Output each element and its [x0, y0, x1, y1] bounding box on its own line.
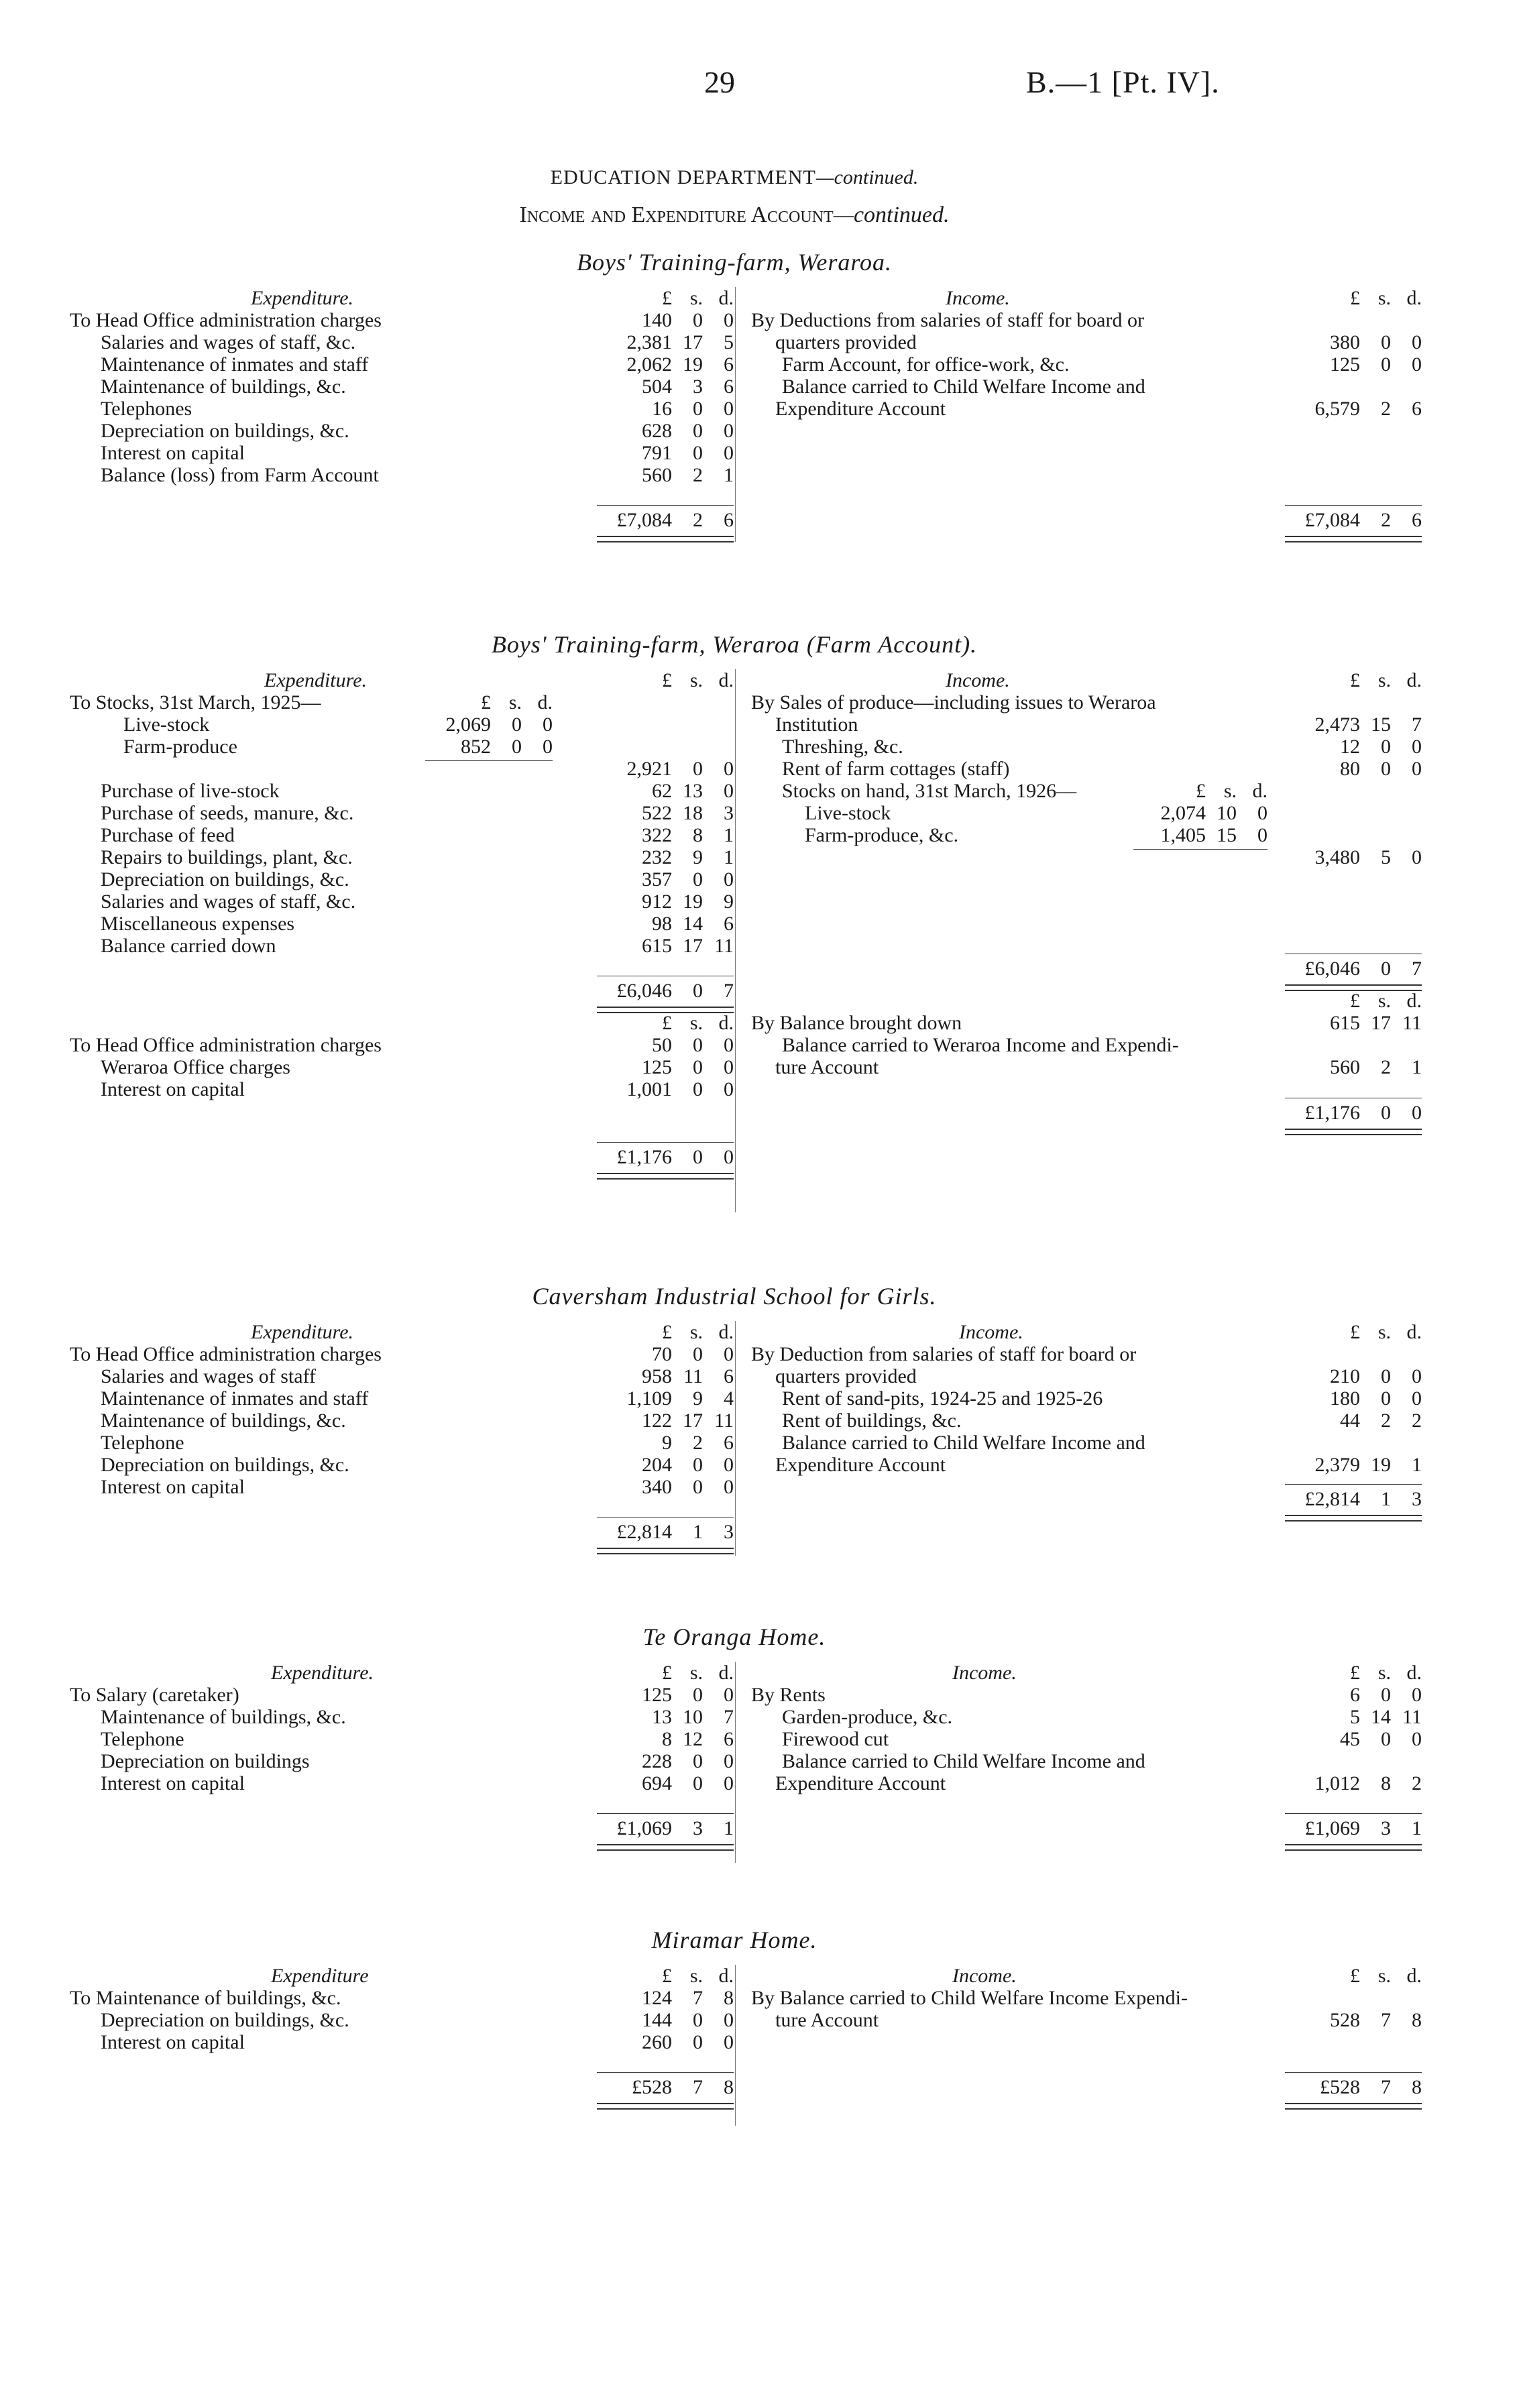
- amount: 1,001 0 0: [626, 1078, 734, 1100]
- currency-units: £ s. d.: [662, 1321, 734, 1343]
- ledger-row: [70, 1365, 734, 1387]
- amount: 694 0 0: [642, 1772, 734, 1794]
- ledger-row: [751, 331, 1422, 353]
- amount: 62 13 0: [652, 780, 734, 802]
- column-title: Income.: [946, 287, 1010, 309]
- ledger-row: [751, 1728, 1422, 1750]
- ledger-row: [70, 1432, 734, 1454]
- row-label: By Rents: [751, 1684, 826, 1706]
- amount: 1,012 8 2: [1314, 1772, 1422, 1794]
- total-row: [751, 1098, 1422, 1127]
- row-label: Maintenance of buildings, &c.: [101, 376, 346, 398]
- row-label: Balance carried down: [101, 935, 276, 957]
- ledger-row: [751, 2009, 1422, 2031]
- column-title: Income.: [952, 1965, 1017, 1987]
- amount: [1285, 1987, 1422, 2009]
- amount: [1285, 1343, 1422, 1365]
- column-title: Expenditure: [271, 1965, 369, 1987]
- currency-units-row: £ s. d.: [662, 1012, 734, 1034]
- ledger-row: [70, 780, 734, 802]
- ledger-row: [751, 1034, 1422, 1056]
- amount: 228 0 0: [642, 1750, 734, 1772]
- row-label: Balance carried to Weraroa Income and Expendi-: [782, 1034, 1179, 1056]
- ledger-row: [751, 376, 1422, 398]
- row-label: To Head Office administration charges: [70, 309, 382, 331]
- amount: 528 7 8: [1330, 2009, 1422, 2031]
- row-label: To Head Office administration charges: [70, 1343, 382, 1365]
- ledger-row: [751, 713, 1422, 736]
- row-label: Telephone: [101, 1728, 184, 1750]
- row-label: Expenditure Account: [775, 1772, 946, 1794]
- total-row: [70, 1813, 734, 1843]
- amount: 958 11 6: [642, 1365, 734, 1387]
- sub-amount: 852 0 0: [461, 736, 553, 758]
- department-heading: EDUCATION DEPARTMENT—continued.: [550, 166, 919, 188]
- ledger-row: [751, 691, 1422, 713]
- row-label: Purchase of seeds, manure, &c.: [101, 802, 354, 824]
- document-reference: B.—1 [Pt. IV].: [1026, 65, 1220, 99]
- amount: £1,176 0 0: [616, 1146, 734, 1168]
- total-row: [70, 1142, 734, 1171]
- row-label: Interest on capital: [101, 2031, 245, 2053]
- amount: £1,069 3 1: [1304, 1817, 1422, 1839]
- amount: [1285, 309, 1422, 331]
- amount: 13 10 7: [652, 1706, 734, 1728]
- row-label: Depreciation on buildings, &c.: [101, 1454, 349, 1476]
- ledger-row: [70, 1078, 734, 1100]
- sub-units: £ s. d.: [1196, 780, 1268, 802]
- ledger-row: [70, 891, 734, 913]
- ledger-row: [751, 309, 1422, 331]
- amount: £6,046 0 7: [616, 980, 734, 1002]
- amount: 125 0 0: [642, 1056, 734, 1078]
- amount: 16 0 0: [652, 398, 734, 420]
- amount: [1285, 1034, 1422, 1056]
- ledger-row: [751, 1772, 1422, 1794]
- ledger-row: [70, 1056, 734, 1078]
- total-row: [751, 2072, 1422, 2102]
- total-row: [70, 1517, 734, 1546]
- amount: 615 17 11: [1330, 1012, 1422, 1034]
- row-label: Salaries and wages of staff: [101, 1365, 317, 1387]
- column-title: Expenditure.: [271, 1662, 374, 1684]
- currency-units: £ s. d.: [662, 1662, 734, 1684]
- amount: 204 0 0: [642, 1454, 734, 1476]
- amount: 260 0 0: [642, 2031, 734, 2053]
- row-label: Weraroa Office charges: [101, 1056, 290, 1078]
- currency-units: £ s. d.: [662, 1965, 734, 1987]
- row-label: By Sales of produce—including issues to Weraroa: [751, 691, 1156, 713]
- section-title: Te Oranga Home.: [642, 1623, 826, 1650]
- section-title: Boys' Training-farm, Weraroa (Farm Account).: [491, 631, 978, 658]
- row-label: Balance carried to Child Welfare Income and: [782, 1432, 1145, 1454]
- amount: £528 7 8: [632, 2076, 734, 2098]
- ledger-row: [751, 1343, 1422, 1365]
- row-label: Telephone: [101, 1432, 184, 1454]
- row-label: Interest on capital: [101, 1772, 245, 1794]
- row-label: Farm Account, for office-work, &c.: [782, 353, 1070, 376]
- ledger-row: [70, 846, 734, 868]
- amount: 357 0 0: [642, 868, 734, 891]
- currency-units-row: £ s. d.: [1350, 990, 1422, 1012]
- column-title: Expenditure.: [251, 287, 354, 309]
- column-header: [70, 1965, 734, 1987]
- sub-amount: 2,074 10 0: [1160, 802, 1268, 824]
- currency-units: £ s. d.: [1350, 1965, 1422, 1987]
- row-label: Maintenance of buildings, &c.: [101, 1410, 346, 1432]
- column-title: Income.: [959, 1321, 1023, 1343]
- ledger-row: [751, 1454, 1422, 1476]
- ledger-row: [70, 376, 734, 398]
- amount: 140 0 0: [642, 309, 734, 331]
- row-label: Salaries and wages of staff, &c.: [101, 331, 356, 353]
- ledger-row: [751, 1987, 1422, 2009]
- currency-units: £ s. d.: [1350, 669, 1422, 691]
- amount: 124 7 8: [642, 1987, 734, 2009]
- amount: 2,379 19 1: [1314, 1454, 1422, 1476]
- amount: 1,109 9 4: [626, 1387, 734, 1410]
- column-header: [751, 1321, 1422, 1343]
- column-header: [751, 669, 1422, 691]
- ledger-row: [70, 1034, 734, 1056]
- row-label: Expenditure Account: [775, 1454, 946, 1476]
- ledger-row: Live-stock 2,069 0 0: [123, 713, 553, 736]
- row-label: To Maintenance of buildings, &c.: [70, 1987, 341, 2009]
- ledger-row: [70, 398, 734, 420]
- column-header: [751, 1965, 1422, 1987]
- sub-units: £ s. d.: [481, 691, 553, 713]
- ledger-row: [70, 824, 734, 846]
- ledger-row: Farm-produce, &c. 1,405 15 0: [805, 824, 1268, 846]
- ledger-row: [70, 331, 734, 353]
- amount: £528 7 8: [1320, 2076, 1422, 2098]
- amount: 9 2 6: [662, 1432, 734, 1454]
- ledger-row: [751, 758, 1422, 780]
- amount: 560 2 1: [642, 464, 734, 486]
- section-title: Caversham Industrial School for Girls.: [532, 1283, 937, 1310]
- row-label: Miscellaneous expenses: [101, 913, 295, 935]
- amount: 560 2 1: [1330, 1056, 1422, 1078]
- amount: 232 9 1: [642, 846, 734, 868]
- amount: 2,921 0 0: [626, 758, 734, 780]
- row-label: Depreciation on buildings, &c.: [101, 868, 349, 891]
- amount: [1285, 1750, 1422, 1772]
- ledger-row: [70, 913, 734, 935]
- amount: £6,046 0 7: [1304, 958, 1422, 980]
- amount: 5 14 11: [1350, 1706, 1422, 1728]
- ledger-row: [751, 736, 1422, 758]
- amount: 210 0 0: [1330, 1365, 1422, 1387]
- amount: 8 12 6: [662, 1728, 734, 1750]
- amount: 180 0 0: [1330, 1387, 1422, 1410]
- row-label: By Balance carried to Child Welfare Income Expendi-: [751, 1987, 1188, 2009]
- amount: [1285, 691, 1422, 713]
- column-header: [70, 287, 734, 309]
- amount: 615 17 11: [642, 935, 734, 957]
- ledger-row: [70, 802, 734, 824]
- row-label: By Deduction from salaries of staff for board or: [751, 1343, 1137, 1365]
- column-header: [751, 1662, 1422, 1684]
- row-label: Balance carried to Child Welfare Income and: [782, 1750, 1145, 1772]
- currency-units: £ s. d.: [662, 287, 734, 309]
- row-label: Purchase of live-stock: [101, 780, 280, 802]
- amount: [1285, 376, 1422, 398]
- row-label: Rent of farm cottages (staff): [782, 758, 1010, 780]
- row-label: Depreciation on buildings, &c.: [101, 2009, 349, 2031]
- row-label: ture Account: [775, 2009, 879, 2031]
- amount: 322 8 1: [642, 824, 734, 846]
- total-row: [751, 1813, 1422, 1843]
- ledger-row: [70, 353, 734, 376]
- amount: 122 17 11: [642, 1410, 734, 1432]
- row-label: Threshing, &c.: [782, 736, 903, 758]
- row-label: Firewood cut: [782, 1728, 889, 1750]
- row-label: To Salary (caretaker): [70, 1684, 239, 1706]
- ledger-row: [70, 758, 734, 780]
- ledger-row: [70, 1728, 734, 1750]
- row-label: Telephones: [101, 398, 192, 420]
- row-label: Institution: [775, 713, 858, 736]
- ledger-row: To Stocks, 31st March, 1925— £ s. d.: [70, 691, 553, 713]
- amount: £7,084 2 6: [1304, 509, 1422, 531]
- amount: 340 0 0: [642, 1476, 734, 1498]
- row-label: Purchase of feed: [101, 824, 235, 846]
- total-row: [70, 505, 734, 534]
- sub-amount: 1,405 15 0: [1160, 824, 1268, 846]
- ledger-row: Stocks on hand, 31st March, 1926— £ s. d.: [782, 780, 1268, 802]
- column-title: Income.: [946, 669, 1010, 691]
- ledger-row: Live-stock 2,074 10 0: [805, 802, 1268, 824]
- ledger-row: [70, 442, 734, 464]
- amount: 522 18 3: [642, 802, 734, 824]
- ledger-row: [751, 353, 1422, 376]
- row-label: Balance carried to Child Welfare Income and: [782, 376, 1145, 398]
- ledger-row: [751, 1410, 1422, 1432]
- sub-amount: 2,069 0 0: [445, 713, 553, 736]
- amount: 44 2 2: [1340, 1410, 1422, 1432]
- currency-units: £ s. d.: [1350, 1321, 1422, 1343]
- ledger-row: [751, 1387, 1422, 1410]
- amount: 98 14 6: [652, 913, 734, 935]
- amount: 6 0 0: [1350, 1684, 1422, 1706]
- amount: 70 0 0: [652, 1343, 734, 1365]
- ledger-row: [70, 1476, 734, 1498]
- ledger-row: [751, 846, 1422, 868]
- ledger-row: [70, 1684, 734, 1706]
- amount: 6,579 2 6: [1314, 398, 1422, 420]
- ledger-row: [70, 1772, 734, 1794]
- ledger-row: Farm-produce 852 0 0: [123, 736, 553, 758]
- row-label: Maintenance of inmates and staff: [101, 353, 369, 376]
- amount: £2,814 1 3: [616, 1521, 734, 1543]
- ledger-row: [751, 1750, 1422, 1772]
- column-header: [70, 1662, 734, 1684]
- column-title: Income.: [952, 1662, 1017, 1684]
- row-label: To Head Office administration charges: [70, 1034, 382, 1056]
- column-title: Expenditure.: [251, 1321, 354, 1343]
- row-label: quarters provided: [775, 1365, 917, 1387]
- amount: 12 0 0: [1340, 736, 1422, 758]
- amount: 791 0 0: [642, 442, 734, 464]
- row-label: Rent of sand-pits, 1924-25 and 1925-26: [782, 1387, 1103, 1410]
- amount: 504 3 6: [642, 376, 734, 398]
- row-label: Rent of buildings, &c.: [782, 1410, 962, 1432]
- total-row: [70, 976, 734, 1005]
- ledger-row: [70, 2031, 734, 2053]
- row-label: quarters provided: [775, 331, 917, 353]
- row-label: Interest on capital: [101, 1078, 245, 1100]
- ledger-row: [70, 2009, 734, 2031]
- currency-units: £ s. d.: [662, 669, 734, 691]
- total-row: [751, 1484, 1422, 1513]
- account-heading: Income and Expenditure Account—continued.: [519, 203, 950, 227]
- section-title: Boys' Training-farm, Weraroa.: [576, 249, 893, 276]
- amount: 125 0 0: [1330, 353, 1422, 376]
- row-label: ture Account: [775, 1056, 879, 1078]
- row-label: Expenditure Account: [775, 398, 946, 420]
- row-label: Balance (loss) from Farm Account: [101, 464, 379, 486]
- row-label: Repairs to buildings, plant, &c.: [101, 846, 353, 868]
- ledger-row: [70, 1387, 734, 1410]
- ledger-row: [751, 1706, 1422, 1728]
- ledger-row: [70, 1343, 734, 1365]
- column-header: [70, 669, 734, 691]
- total-row: [70, 2072, 734, 2102]
- amount: 144 0 0: [642, 2009, 734, 2031]
- amount: £2,814 1 3: [1304, 1488, 1422, 1510]
- amount: 80 0 0: [1340, 758, 1422, 780]
- ledger-row: [751, 1056, 1422, 1078]
- row-label: Interest on capital: [101, 442, 245, 464]
- row-label: By Deductions from salaries of staff for board or: [751, 309, 1144, 331]
- ledger-row: [70, 1987, 734, 2009]
- amount: 50 0 0: [652, 1034, 734, 1056]
- row-label: Maintenance of inmates and staff: [101, 1387, 369, 1410]
- ledger-row: [70, 1410, 734, 1432]
- amount: 2,062 19 6: [626, 353, 734, 376]
- amount: 125 0 0: [642, 1684, 734, 1706]
- amount: 912 19 9: [642, 891, 734, 913]
- ledger-row: [70, 935, 734, 957]
- currency-units: £ s. d.: [1350, 1662, 1422, 1684]
- row-label: Depreciation on buildings, &c.: [101, 420, 349, 442]
- amount: [1285, 1432, 1422, 1454]
- row-label: Depreciation on buildings: [101, 1750, 310, 1772]
- row-label: Maintenance of buildings, &c.: [101, 1706, 346, 1728]
- ledger-row: [751, 398, 1422, 420]
- total-row: [751, 954, 1422, 983]
- ledger-row: [751, 1012, 1422, 1034]
- amount: £1,176 0 0: [1304, 1102, 1422, 1124]
- row-label: By Balance brought down: [751, 1012, 962, 1034]
- amount: £1,069 3 1: [616, 1817, 734, 1839]
- row-label: Salaries and wages of staff, &c.: [101, 891, 356, 913]
- page-number: 29: [704, 65, 735, 99]
- column-header: [70, 1321, 734, 1343]
- ledger-row: [751, 1684, 1422, 1706]
- amount: 3,480 5 0: [1314, 846, 1422, 868]
- ledger-row: [70, 1454, 734, 1476]
- section-title: Miramar Home.: [651, 1927, 818, 1953]
- ledger-row: [751, 1365, 1422, 1387]
- currency-units: £ s. d.: [1350, 287, 1422, 309]
- ledger-row: [70, 309, 734, 331]
- amount: 628 0 0: [642, 420, 734, 442]
- row-label: Interest on capital: [101, 1476, 245, 1498]
- amount: 380 0 0: [1330, 331, 1422, 353]
- amount: 2,473 15 7: [1314, 713, 1422, 736]
- amount: £7,084 2 6: [616, 509, 734, 531]
- ledger-row: [70, 868, 734, 891]
- total-row: [751, 505, 1422, 534]
- row-label: Garden-produce, &c.: [782, 1706, 953, 1728]
- ledger-row: [70, 1706, 734, 1728]
- column-title: Expenditure.: [264, 669, 368, 691]
- amount: 45 0 0: [1340, 1728, 1422, 1750]
- ledger-row: [70, 1750, 734, 1772]
- ledger-row: [70, 464, 734, 486]
- ledger-row: [70, 420, 734, 442]
- ledger-row: [751, 1432, 1422, 1454]
- column-header: [751, 287, 1422, 309]
- amount: 2,381 17 5: [626, 331, 734, 353]
